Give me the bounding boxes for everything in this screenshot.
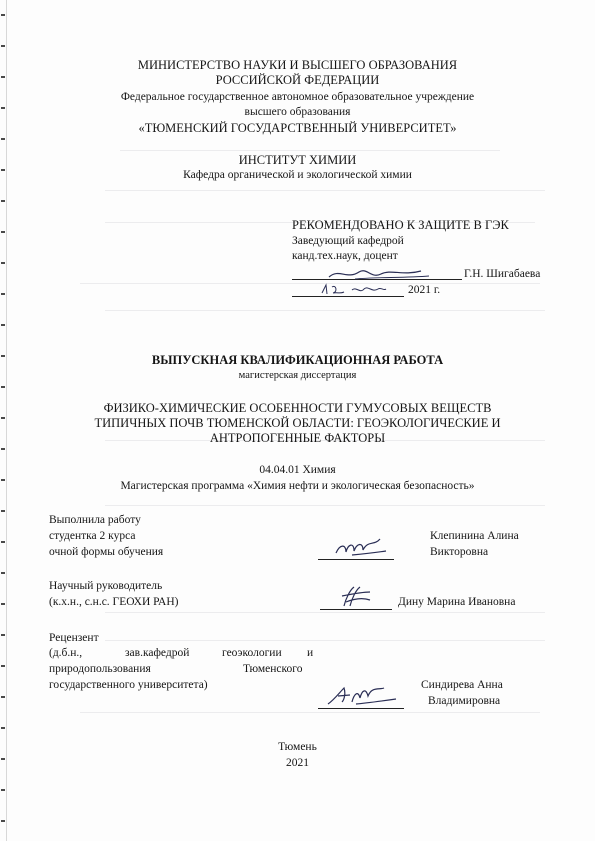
institute-name: ИНСТИТУТ ХИМИИ (238, 153, 357, 167)
binding-mark (1, 727, 5, 729)
binding-mark (1, 665, 5, 667)
author-label-1: Выполнила работу (49, 514, 141, 526)
binding-mark (1, 45, 5, 47)
bleed-through-line (120, 150, 500, 151)
author-name-1: Клепинина Алина (430, 530, 519, 542)
ministry-line-2: РОССИЙСКОЙ ФЕДЕРАЦИИ (215, 73, 380, 87)
binding-mark (1, 138, 5, 140)
supervisor-name: Дину Марина Ивановна (398, 596, 516, 608)
binding-mark (1, 448, 5, 450)
approval-year: 2021 г. (408, 284, 441, 296)
reviewer-label-2d: и (307, 647, 314, 659)
binding-mark (1, 200, 5, 202)
binding-mark (1, 293, 5, 295)
work-title-line-1: ФИЗИКО-ХИМИЧЕСКИЕ ОСОБЕННОСТИ ГУМУСОВЫХ ВЕЩЕСТВ (103, 401, 492, 415)
institution-line-2: высшего образования (244, 106, 351, 118)
binding-mark (1, 789, 5, 791)
footer-city: Тюмень (278, 741, 317, 753)
reviewer-label-3a: природопользования (49, 663, 151, 675)
reviewer-label-2a: (д.б.н., (49, 647, 83, 659)
bleed-through-line (105, 190, 545, 191)
binding-mark (1, 603, 5, 605)
ministry-line-1: МИНИСТЕРСТВО НАУКИ И ВЫСШЕГО ОБРАЗОВАНИЯ (137, 58, 458, 72)
author-label-3: очной формы обучения (49, 546, 164, 558)
author-label-2: студентка 2 курса (49, 530, 136, 542)
footer-year: 2021 (286, 757, 309, 769)
author-name-2: Викторовна (430, 546, 489, 558)
binding-mark (1, 510, 5, 512)
reviewer-signature (324, 682, 400, 708)
author-signature-line (318, 559, 394, 560)
approval-date-handwritten (318, 280, 388, 298)
department-name: Кафедра органической и экологической химии (183, 169, 412, 181)
bleed-through-line (105, 505, 545, 506)
university-name: «ТЮМЕНСКИЙ ГОСУДАРСТВЕННЫЙ УНИВЕРСИТЕТ» (138, 121, 457, 135)
supervisor-signature (336, 584, 376, 610)
reviewer-label-2c: геоэкологии (222, 647, 282, 659)
bleed-through-line (105, 640, 545, 641)
work-program: Магистерская программа «Химия нефти и экологическая безопасность» (120, 480, 475, 492)
institution-line-1: Федеральное государственное автономное образовательное учреждение (120, 91, 475, 103)
reviewer-label-1: Рецензент (49, 632, 99, 644)
supervisor-label-1: Научный руководитель (49, 580, 163, 592)
binding-mark (1, 262, 5, 264)
supervisor-label-2: (к.х.н., с.н.с. ГЕОХИ РАН) (49, 596, 179, 608)
binding-mark (1, 820, 5, 822)
reviewer-label-2b: зав.кафедрой (125, 647, 190, 659)
approval-degree: канд.тех.наук, доцент (292, 250, 398, 262)
work-title-line-3: АНТРОПОГЕННЫЕ ФАКТОРЫ (209, 431, 386, 445)
work-code: 04.04.01 Химия (259, 464, 336, 476)
binding-mark (1, 386, 5, 388)
work-title-line-2: ТИПИЧНЫХ ПОЧВ ТЮМЕНСКОЙ ОБЛАСТИ: ГЕОЭКОЛОГИЧЕСКИЕ И (94, 416, 501, 430)
binding-mark (1, 14, 5, 16)
bleed-through-line (105, 612, 545, 613)
binding-mark (1, 541, 5, 543)
bleed-through-line (80, 283, 540, 284)
reviewer-name-2: Владимировна (428, 695, 501, 707)
reviewer-label-4: государственного университета) (49, 679, 208, 691)
reviewer-name-1: Синдирева Анна (421, 679, 503, 691)
binding-mark (1, 324, 5, 326)
bleed-through-line (105, 310, 545, 311)
binding-mark (1, 696, 5, 698)
reviewer-label-3b: Тюменского (243, 663, 303, 675)
binding-mark (1, 572, 5, 574)
approval-position: Заведующий кафедрой (292, 235, 404, 247)
approval-title: РЕКОМЕНДОВАНО К ЗАЩИТЕ В ГЭК (292, 218, 509, 232)
work-type: ВЫПУСКНАЯ КВАЛИФИКАЦИОННАЯ РАБОТА (151, 353, 444, 367)
binding-mark (1, 231, 5, 233)
approval-name: Г.Н. Шигабаева (464, 268, 541, 280)
work-subtype: магистерская диссертация (238, 370, 357, 381)
binding-mark (1, 634, 5, 636)
bleed-through-line (80, 712, 540, 713)
reviewer-signature-line (318, 708, 404, 709)
author-signature (330, 536, 390, 558)
